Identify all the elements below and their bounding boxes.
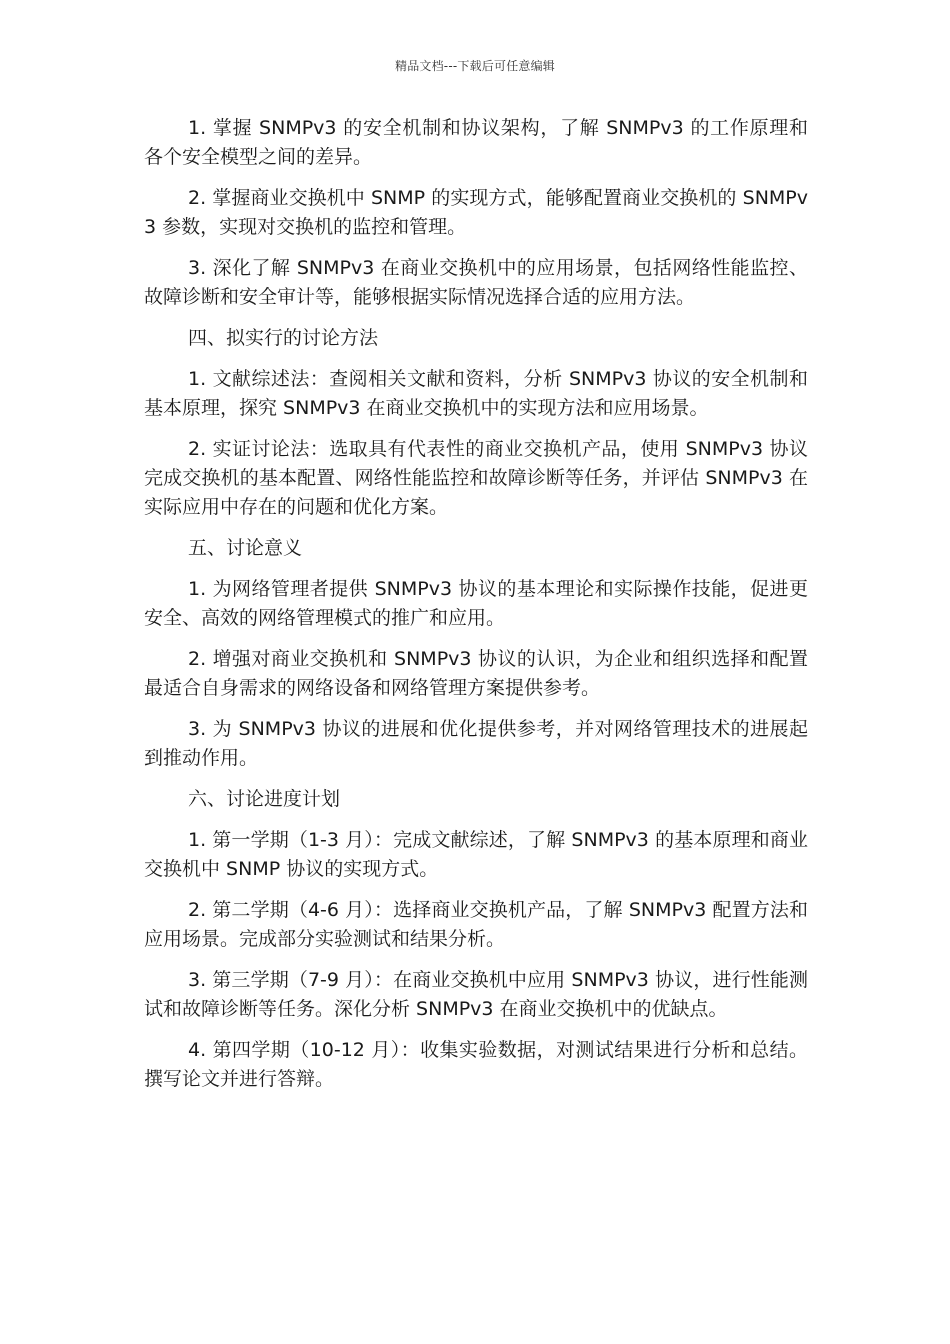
paragraph-method-2: 2. 实证讨论法：选取具有代表性的商业交换机产品，使用 SNMPv3 协议完成交换机的基本配置、网络性能监控和故障诊断等任务，并评估 SNMPv3 在实际应用中存在的问题和优化方案。: [144, 438, 808, 518]
paragraph-goal-1: 1. 掌握 SNMPv3 的安全机制和协议架构，了解 SNMPv3 的工作原理和各个安全模型之间的差异。: [144, 117, 808, 168]
paragraph-significance-3: 3. 为 SNMPv3 协议的进展和优化提供参考，并对网络管理技术的进展起到推动作用。: [144, 718, 808, 769]
section-heading-significance: 五、讨论意义: [188, 537, 303, 559]
paragraph-schedule-2: 2. 第二学期（4-6 月）：选择商业交换机产品，了解 SNMPv3 配置方法和应用场景。完成部分实验测试和结果分析。: [144, 899, 808, 950]
paragraph-significance-2: 2. 增强对商业交换机和 SNMPv3 协议的认识，为企业和组织选择和配置最适合自身需求的网络设备和网络管理方案提供参考。: [144, 648, 808, 699]
paragraph-schedule-1: 1. 第一学期（1-3 月）：完成文献综述，了解 SNMPv3 的基本原理和商业交换机中 SNMP 协议的实现方式。: [144, 829, 808, 880]
paragraph-method-1: 1. 文献综述法：查阅相关文献和资料，分析 SNMPv3 协议的安全机制和基本原理，探究 SNMPv3 在商业交换机中的实现方法和应用场景。: [144, 368, 808, 419]
paragraph-significance-1: 1. 为网络管理者提供 SNMPv3 协议的基本理论和实际操作技能，促进更安全、高效的网络管理模式的推广和应用。: [144, 578, 808, 629]
paragraph-schedule-3: 3. 第三学期（7-9 月）：在商业交换机中应用 SNMPv3 协议，进行性能测试和故障诊断等任务。深化分析 SNMPv3 在商业交换机中的优缺点。: [144, 969, 808, 1020]
paragraph-schedule-4: 4. 第四学期（10-12 月）：收集实验数据，对测试结果进行分析和总结。撰写论文并进行答辩。: [144, 1039, 808, 1090]
paragraph-goal-2: 2. 掌握商业交换机中 SNMP 的实现方式，能够配置商业交换机的 SNMPv3 参数，实现对交换机的监控和管理。: [144, 187, 808, 238]
paragraph-goal-3: 3. 深化了解 SNMPv3 在商业交换机中的应用场景，包括网络性能监控、故障诊断和安全审计等，能够根据实际情况选择合适的应用方法。: [144, 257, 808, 308]
section-heading-methods: 四、拟实行的讨论方法: [188, 327, 379, 349]
page-header: 精品文档---下载后可任意编辑: [395, 59, 555, 73]
document-body: [144, 114, 808, 1106]
section-heading-schedule: 六、讨论进度计划: [188, 788, 341, 810]
